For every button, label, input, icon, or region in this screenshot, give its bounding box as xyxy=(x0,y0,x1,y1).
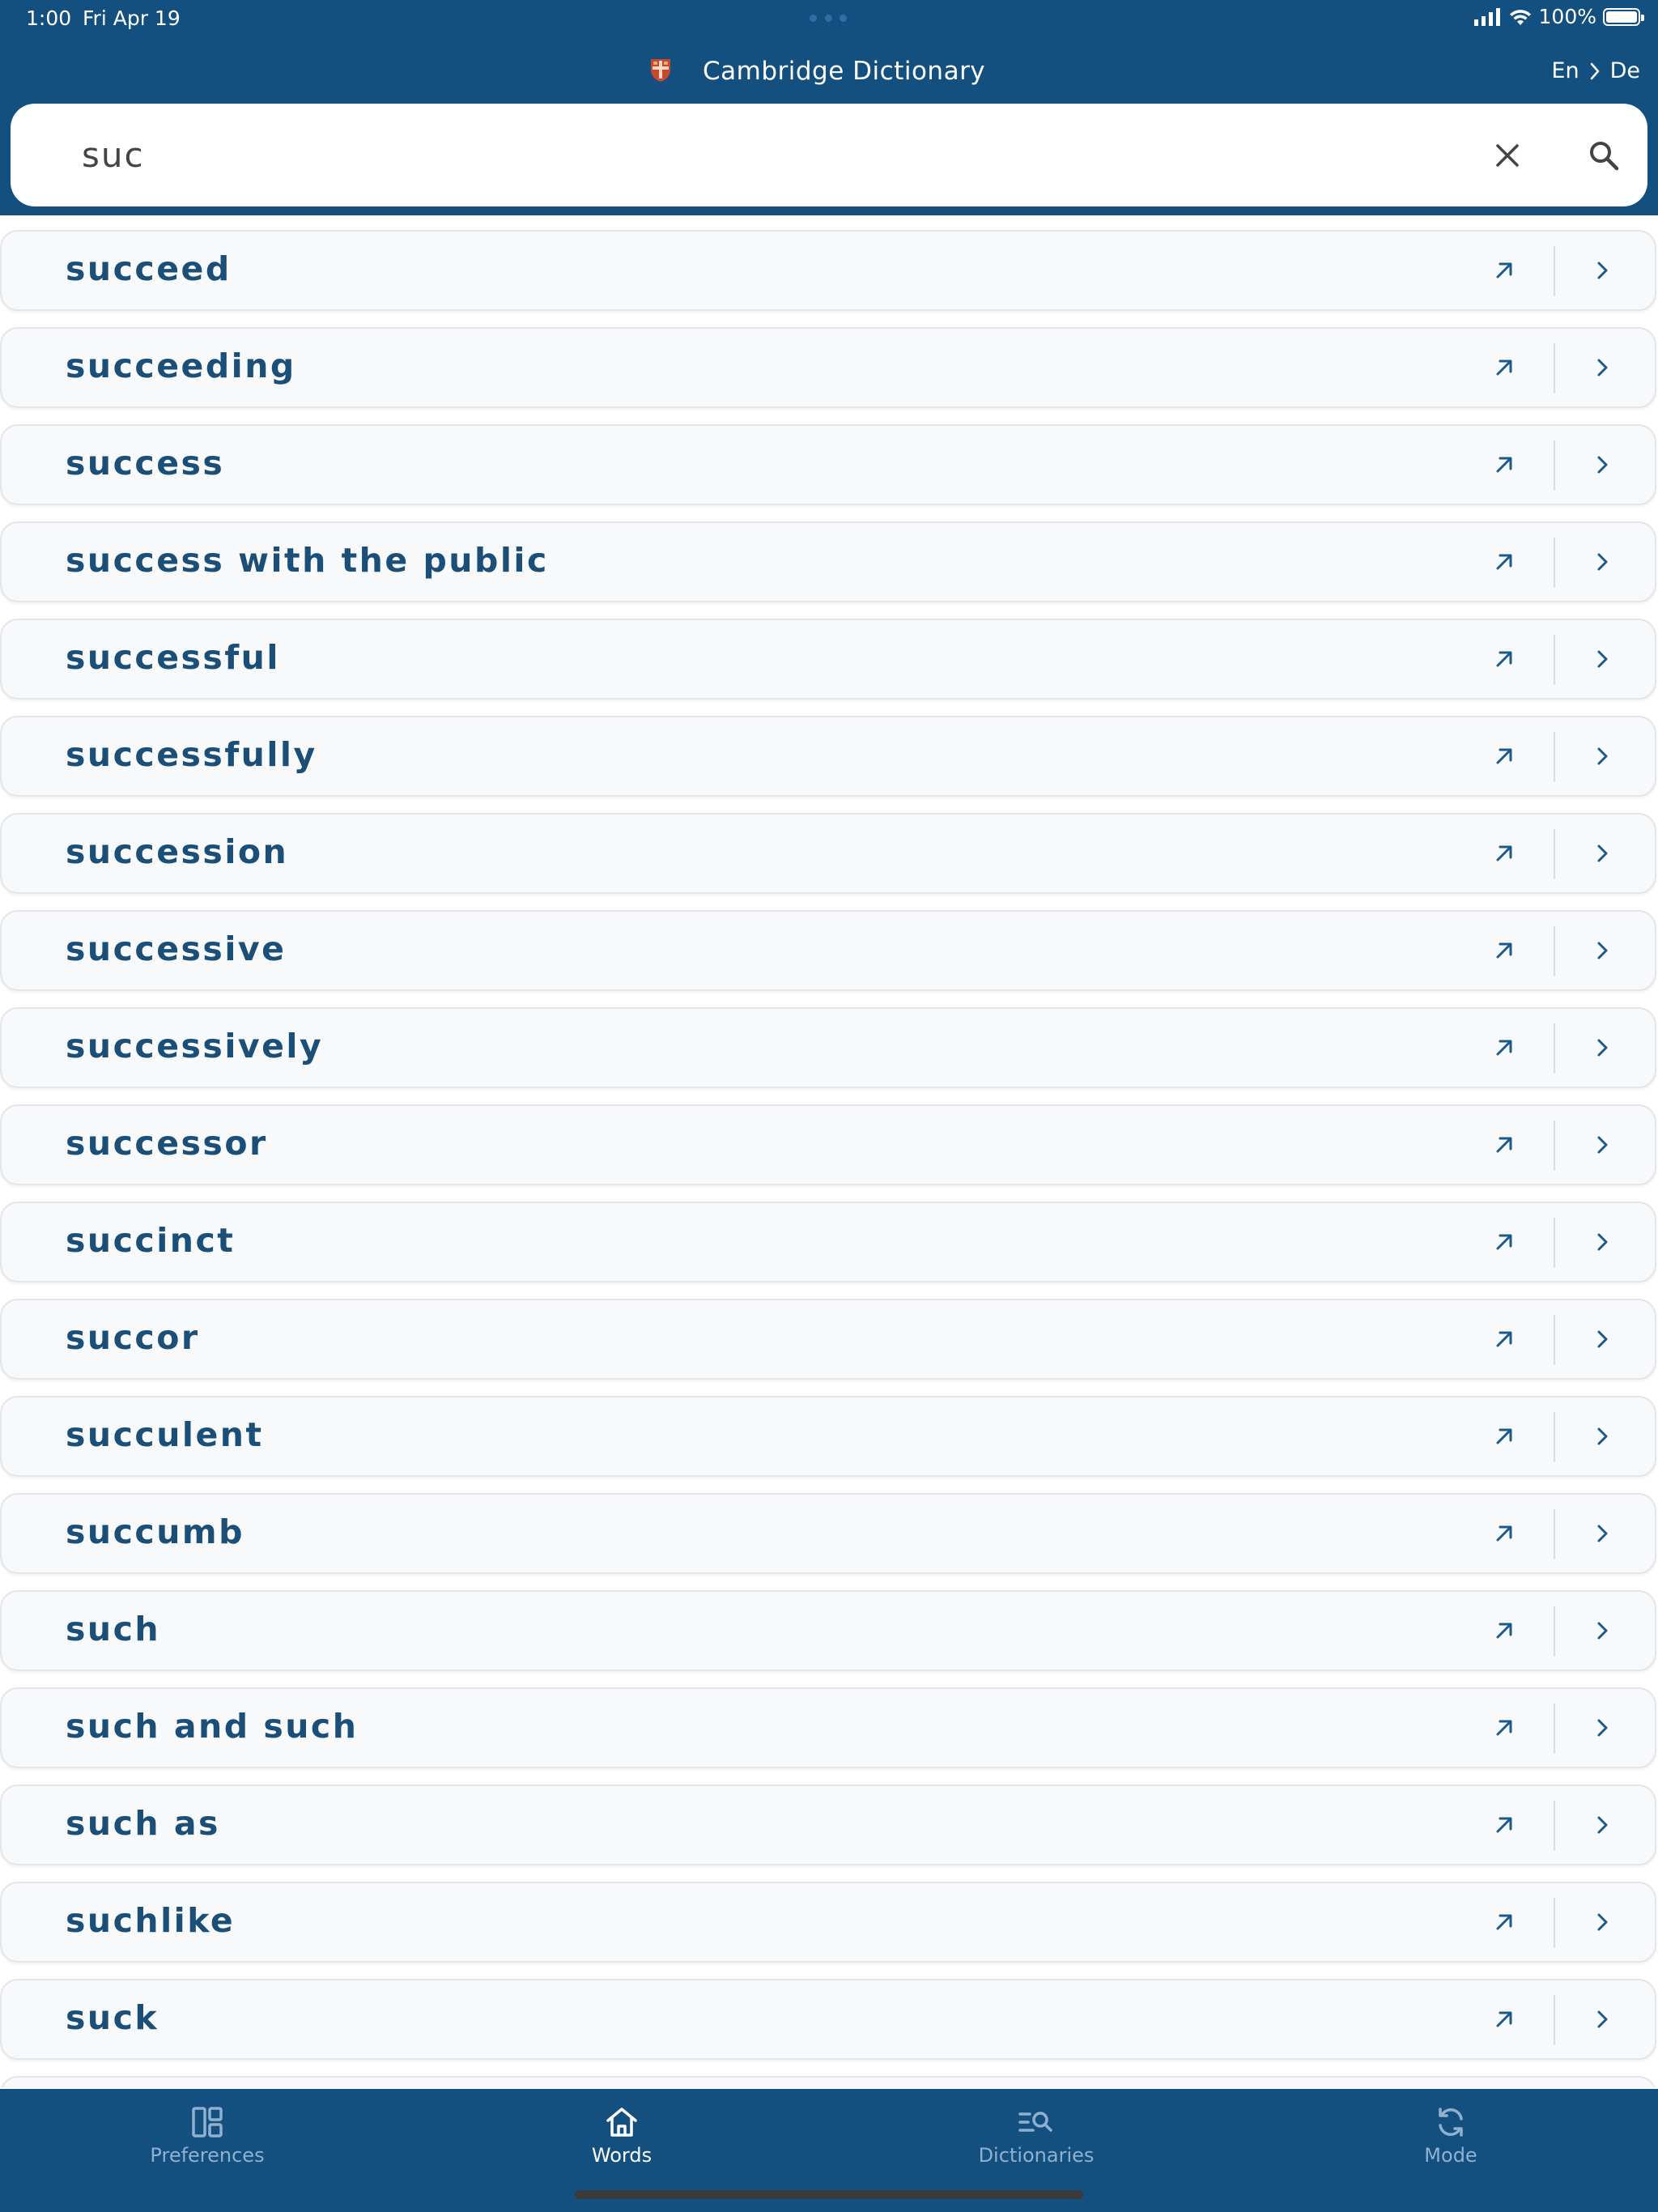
chevron-right-icon[interactable] xyxy=(1584,1904,1620,1940)
arrow-up-right-icon[interactable] xyxy=(1486,836,1522,871)
target-language: De xyxy=(1609,58,1640,83)
row-divider xyxy=(1554,1315,1555,1365)
chevron-right-icon[interactable] xyxy=(1584,2001,1620,2037)
result-row[interactable] xyxy=(0,521,1656,602)
chevron-right-icon[interactable] xyxy=(1584,1030,1620,1066)
arrow-up-right-icon[interactable] xyxy=(1486,738,1522,774)
chevron-right-icon[interactable] xyxy=(1584,350,1620,385)
home-indicator xyxy=(575,2190,1083,2199)
arrow-up-right-icon[interactable] xyxy=(1486,1321,1522,1357)
status-date: Fri Apr 19 xyxy=(83,6,181,30)
result-row[interactable] xyxy=(0,1493,1656,1574)
arrow-up-right-icon[interactable] xyxy=(1486,641,1522,677)
result-word[interactable]: such as xyxy=(66,1804,220,1843)
chevron-right-icon[interactable] xyxy=(1584,738,1620,774)
status-indicators xyxy=(1474,5,1640,28)
result-row[interactable] xyxy=(0,716,1656,797)
tab-words[interactable] xyxy=(517,2104,727,2176)
tab-label: Words xyxy=(591,2144,653,2167)
row-divider xyxy=(1554,732,1555,782)
chevron-right-icon[interactable] xyxy=(1584,933,1620,968)
top-header xyxy=(0,0,1658,215)
result-word[interactable]: succumb xyxy=(66,1512,244,1551)
row-divider xyxy=(1554,1704,1555,1754)
result-word[interactable]: successively xyxy=(66,1027,324,1066)
battery-percentage: 100% xyxy=(1538,5,1596,28)
result-row[interactable] xyxy=(0,1299,1656,1380)
result-row[interactable] xyxy=(0,1202,1656,1283)
result-row[interactable] xyxy=(0,327,1656,408)
row-divider xyxy=(1554,1121,1555,1171)
chevron-right-icon[interactable] xyxy=(1584,1516,1620,1551)
arrow-up-right-icon[interactable] xyxy=(1486,1127,1522,1163)
row-divider xyxy=(1554,1995,1555,2045)
result-word[interactable]: successfully xyxy=(66,735,317,774)
cambridge-shield-icon xyxy=(650,58,671,83)
result-word[interactable]: successive xyxy=(66,929,287,968)
result-word[interactable]: success xyxy=(66,444,225,483)
arrow-up-right-icon[interactable] xyxy=(1486,1613,1522,1648)
status-bar xyxy=(0,0,1658,39)
row-divider xyxy=(1554,1218,1555,1268)
home-icon xyxy=(603,2104,640,2141)
result-word[interactable]: such xyxy=(66,1610,161,1648)
row-divider xyxy=(1554,538,1555,588)
layout-icon xyxy=(189,2104,226,2141)
arrow-up-right-icon[interactable] xyxy=(1486,1224,1522,1260)
row-divider xyxy=(1554,1898,1555,1948)
result-row[interactable] xyxy=(0,1687,1656,1768)
row-divider xyxy=(1554,246,1555,296)
chevron-right-icon[interactable] xyxy=(1584,1807,1620,1843)
multitasking-dots-icon[interactable] xyxy=(810,15,847,23)
search-icon xyxy=(1588,140,1619,171)
arrow-up-right-icon[interactable] xyxy=(1486,1419,1522,1454)
tab-mode[interactable] xyxy=(1346,2104,1556,2176)
arrow-up-right-icon[interactable] xyxy=(1486,1807,1522,1843)
arrow-up-right-icon[interactable] xyxy=(1486,253,1522,288)
search-input[interactable] xyxy=(82,126,1458,183)
chevron-right-icon[interactable] xyxy=(1584,1613,1620,1648)
list-search-icon xyxy=(1018,2104,1055,2141)
arrow-up-right-icon[interactable] xyxy=(1486,933,1522,968)
chevron-right-icon[interactable] xyxy=(1584,1127,1620,1163)
arrow-up-right-icon[interactable] xyxy=(1486,1710,1522,1746)
chevron-right-icon[interactable] xyxy=(1584,1419,1620,1454)
result-row[interactable] xyxy=(0,1882,1656,1963)
result-row[interactable] xyxy=(0,1590,1656,1671)
result-word[interactable]: succinct xyxy=(66,1221,236,1260)
arrow-up-right-icon[interactable] xyxy=(1486,1516,1522,1551)
result-row[interactable] xyxy=(0,1007,1656,1088)
result-row[interactable] xyxy=(0,813,1656,894)
chevron-right-icon[interactable] xyxy=(1584,1224,1620,1260)
result-row[interactable] xyxy=(0,424,1656,505)
result-word[interactable]: suchlike xyxy=(66,1901,236,1940)
refresh-icon xyxy=(1432,2104,1469,2141)
clear-search-button[interactable] xyxy=(1488,136,1527,175)
result-row[interactable] xyxy=(0,1784,1656,1865)
result-row[interactable] xyxy=(0,619,1656,700)
result-row[interactable] xyxy=(0,1979,1656,2060)
row-divider xyxy=(1554,1801,1555,1851)
result-word[interactable]: successor xyxy=(66,1124,268,1163)
result-word[interactable]: succulent xyxy=(66,1415,264,1454)
result-row-partial[interactable] xyxy=(0,2076,1656,2087)
row-divider xyxy=(1554,1412,1555,1462)
result-word[interactable]: succession xyxy=(66,832,289,871)
result-row[interactable] xyxy=(0,230,1656,311)
source-language: En xyxy=(1551,58,1579,83)
arrow-up-right-icon[interactable] xyxy=(1486,1904,1522,1940)
result-word[interactable]: such and such xyxy=(66,1707,359,1746)
search-button[interactable] xyxy=(1584,136,1623,175)
arrow-up-right-icon[interactable] xyxy=(1486,350,1522,385)
results-list[interactable] xyxy=(0,230,1658,2087)
app-title-row xyxy=(0,50,1658,96)
row-divider xyxy=(1554,1606,1555,1657)
search-box xyxy=(11,104,1647,206)
app-title: Cambridge Dictionary xyxy=(703,57,986,86)
battery-icon xyxy=(1603,8,1640,26)
tab-dictionaries[interactable] xyxy=(931,2104,1141,2176)
chevron-right-icon[interactable] xyxy=(1584,1710,1620,1746)
result-word[interactable]: succeed xyxy=(66,249,232,288)
result-word[interactable]: suck xyxy=(66,1998,159,2037)
result-word[interactable]: success with the public xyxy=(66,541,549,580)
row-divider xyxy=(1554,635,1555,685)
result-word[interactable]: successful xyxy=(66,638,280,677)
language-pair-switch[interactable] xyxy=(1551,58,1640,83)
row-divider xyxy=(1554,926,1555,976)
row-divider xyxy=(1554,1509,1555,1559)
result-row[interactable] xyxy=(0,1104,1656,1185)
cellular-signal-icon xyxy=(1474,8,1502,26)
row-divider xyxy=(1554,343,1555,393)
chevron-right-icon xyxy=(1589,62,1601,80)
chevron-right-icon[interactable] xyxy=(1584,544,1620,580)
arrow-up-right-icon[interactable] xyxy=(1486,447,1522,483)
arrow-up-right-icon[interactable] xyxy=(1486,544,1522,580)
row-divider xyxy=(1554,440,1555,491)
status-time: 1:00 xyxy=(26,6,72,30)
tab-label: Preferences xyxy=(150,2144,265,2167)
result-row[interactable] xyxy=(0,910,1656,991)
row-divider xyxy=(1554,829,1555,879)
arrow-up-right-icon[interactable] xyxy=(1486,1030,1522,1066)
arrow-up-right-icon[interactable] xyxy=(1486,2001,1522,2037)
result-row[interactable] xyxy=(0,1396,1656,1477)
chevron-right-icon[interactable] xyxy=(1584,836,1620,871)
result-word[interactable]: succor xyxy=(66,1318,200,1357)
tab-label: Mode xyxy=(1424,2144,1477,2167)
chevron-right-icon[interactable] xyxy=(1584,253,1620,288)
tab-label: Dictionaries xyxy=(978,2144,1095,2167)
result-word[interactable]: succeeding xyxy=(66,347,296,385)
close-icon xyxy=(1494,143,1520,168)
chevron-right-icon[interactable] xyxy=(1584,641,1620,677)
wifi-icon xyxy=(1508,8,1533,26)
row-divider xyxy=(1554,1023,1555,1074)
chevron-right-icon[interactable] xyxy=(1584,1321,1620,1357)
tab-preferences[interactable] xyxy=(102,2104,312,2176)
chevron-right-icon[interactable] xyxy=(1584,447,1620,483)
